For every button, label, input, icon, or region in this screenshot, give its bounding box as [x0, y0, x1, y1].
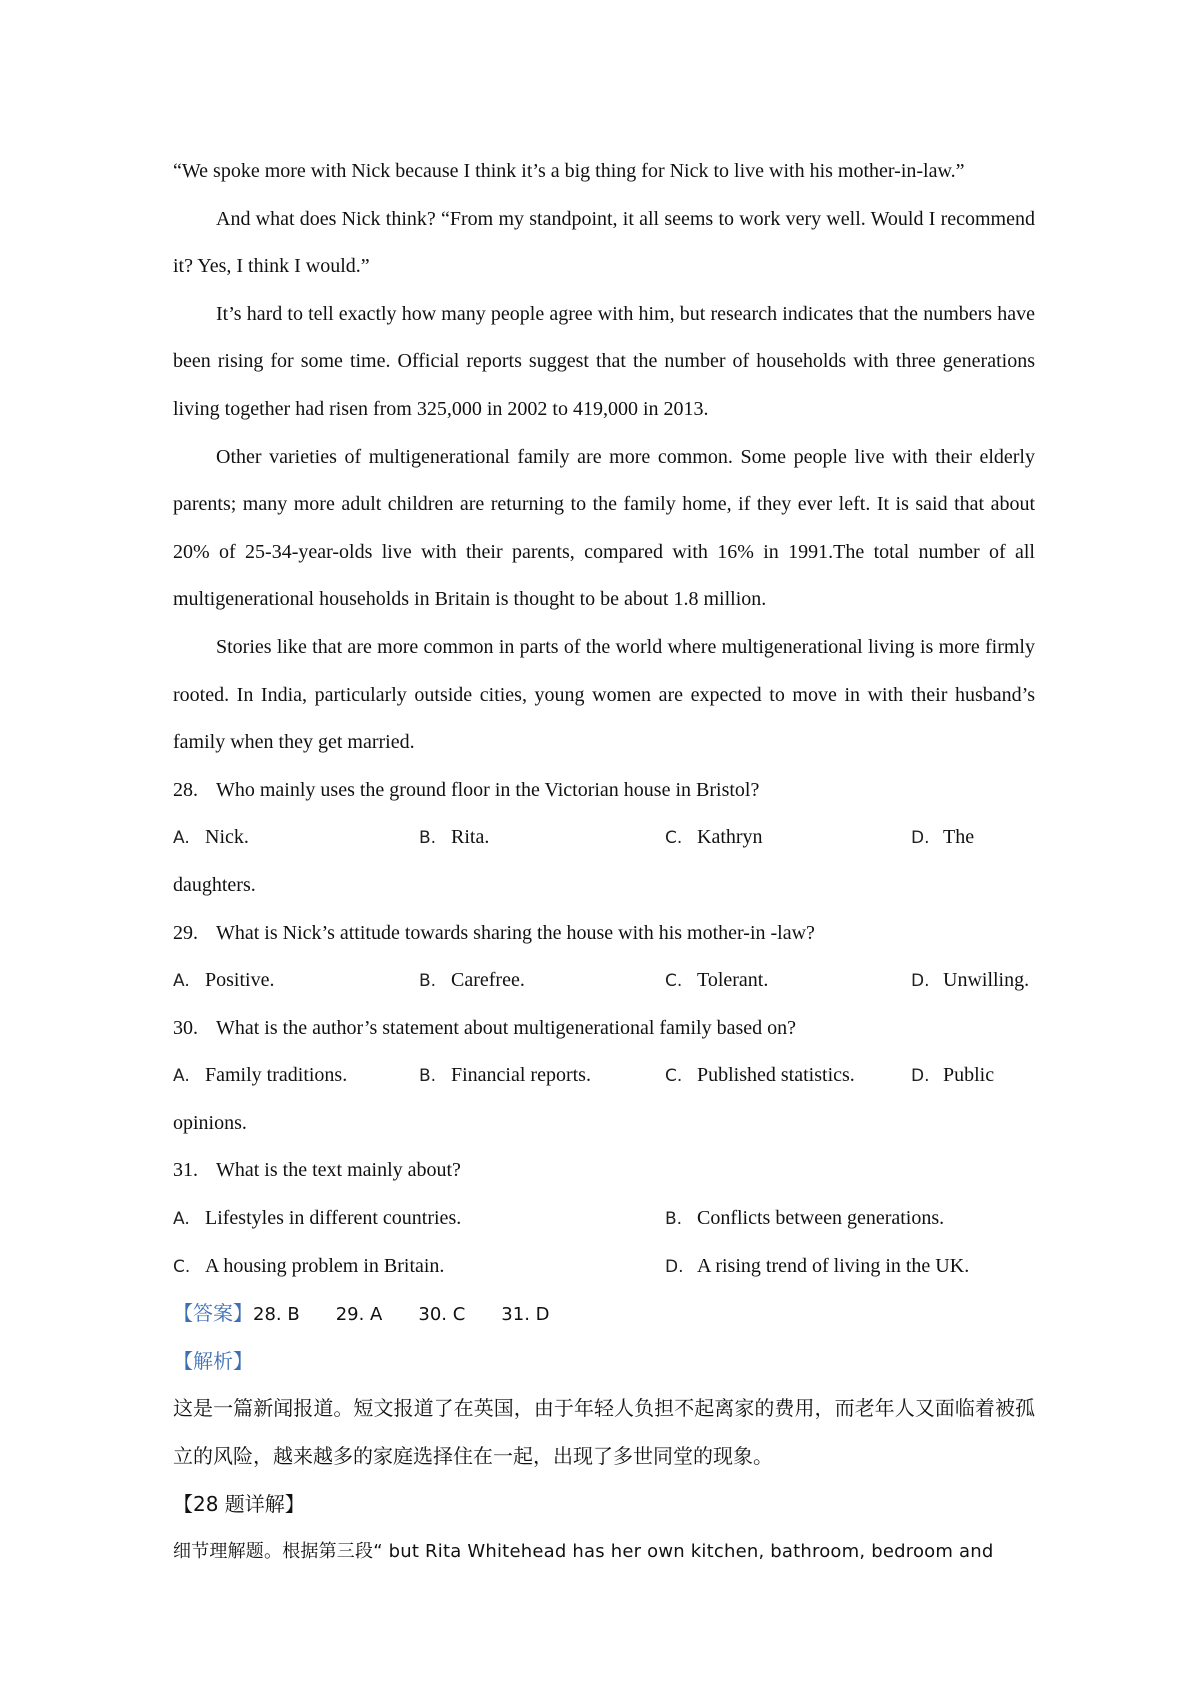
passage-paragraph-varieties: Other varieties of multigenerational family are more common. Some people live with their elderly parents; many more adult children are returning to the family home, if they ever left. It is said that about 20% of 25-34-year-olds live with their parents, compared with 16% in 1991.The total number of all multigenerational households in Britain is thought to be about 1.8 million.	[173, 445, 1035, 611]
question-text: Who mainly uses the ground floor in the Victorian house in Bristol?	[216, 778, 760, 801]
answer-item: 31. D	[501, 1304, 550, 1326]
passage-line-quote: “We spoke more with Nick because I think it’s a big thing for Nick to live with his mother-in-law.”	[173, 160, 965, 182]
option-b[interactable]: B. Rita.	[419, 826, 490, 849]
question-text: What is the author’s statement about multigenerational family based on?	[216, 1016, 797, 1039]
question-number: 28.	[173, 778, 198, 801]
option-a[interactable]: A. Positive.	[173, 969, 275, 992]
question-28-options	[173, 814, 1035, 862]
passage-paragraph-nick: And what does Nick think? “From my standpoint, it all seems to work very well. Would I recommend it? Yes, I think I would.”	[173, 207, 1035, 278]
option-d-wrap: opinions.	[173, 1111, 247, 1134]
analysis-label: 【解析】	[173, 1348, 253, 1373]
option-c[interactable]: C. A housing problem in Britain.	[173, 1254, 445, 1277]
option-a[interactable]: A. Family traditions.	[173, 1064, 348, 1087]
option-d[interactable]: D. Public	[911, 1064, 995, 1087]
question-number: 29.	[173, 921, 198, 944]
answer-label: 【答案】	[173, 1301, 253, 1326]
question-number: 30.	[173, 1016, 198, 1039]
option-c[interactable]: C. Published statistics.	[665, 1064, 855, 1087]
option-d[interactable]: D. Unwilling.	[911, 969, 1030, 992]
answer-line	[173, 1290, 1035, 1338]
option-c[interactable]: C. Kathryn	[665, 826, 763, 849]
analysis-label-line	[173, 1338, 1035, 1386]
question-29	[173, 910, 1035, 958]
q28-detail-text: 细节理解题。根据第三段“ but Rita Whitehead has her own kitchen, bathroom, bedroom and	[173, 1541, 994, 1563]
option-b[interactable]: B. Conflicts between generations.	[665, 1207, 945, 1230]
option-c[interactable]: C. Tolerant.	[665, 969, 769, 992]
question-text: What is the text mainly about?	[216, 1159, 461, 1182]
question-31	[173, 1147, 1035, 1195]
question-31-options-row2	[173, 1243, 1035, 1291]
question-30	[173, 1005, 1035, 1053]
question-number: 31.	[173, 1159, 198, 1182]
answer-item: 29. A	[335, 1304, 383, 1326]
option-b[interactable]: B. Financial reports.	[419, 1064, 591, 1087]
option-d-wrap: daughters.	[173, 873, 256, 896]
question-31-options-row1	[173, 1195, 1035, 1243]
option-a[interactable]: A. Lifestyles in different countries.	[173, 1207, 462, 1230]
analysis-summary: 这是一篇新闻报道。短文报道了在英国，由于年轻人负担不起离家的费用，而老年人又面临着被孤立的风险，越来越多的家庭选择住在一起，出现了多世同堂的现象。	[173, 1396, 1035, 1469]
passage-paragraph-stories: Stories like that are more common in parts of the world where multigenerational living is more firmly rooted. In India, particularly outside cities, young women are expected to move in with their husband’s family when they get married.	[173, 635, 1035, 754]
document-page	[173, 148, 1035, 1576]
question-30-options	[173, 1052, 1035, 1100]
question-text: What is Nick’s attitude towards sharing the house with his mother-in -law?	[216, 921, 815, 944]
option-b[interactable]: B. Carefree.	[419, 969, 525, 992]
option-d[interactable]: D. The	[911, 826, 975, 849]
q28-detail-heading: 【28 题详解】	[173, 1491, 305, 1516]
question-28	[173, 767, 1035, 815]
question-29-options	[173, 957, 1035, 1005]
option-a[interactable]: A. Nick.	[173, 826, 249, 849]
option-d[interactable]: D. A rising trend of living in the UK.	[665, 1254, 970, 1277]
answer-item: 28. B	[253, 1304, 300, 1326]
answer-item: 30. C	[418, 1304, 466, 1326]
passage-paragraph-research: It’s hard to tell exactly how many people agree with him, but research indicates that the numbers have been rising for some time. Official reports suggest that the number of households with three generations living together had risen from 325,000 in 2002 to 419,000 in 2013.	[173, 302, 1035, 420]
